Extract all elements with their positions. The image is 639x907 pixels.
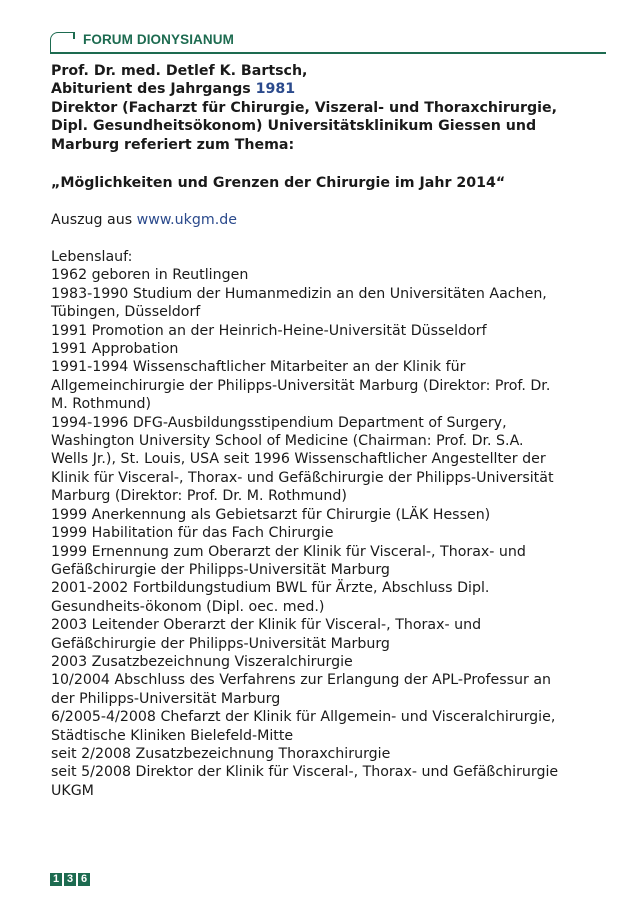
source-prefix: Auszug aus (51, 212, 137, 229)
cv-line: UKGM (51, 782, 94, 799)
cv-line: Tübingen, Düsseldorf (51, 304, 201, 321)
cv-line: 1991 Approbation (51, 341, 179, 358)
cv-line: 2001-2002 Fortbildungstudium BWL für Ärzte, Abschluss Dipl. (51, 580, 490, 597)
cv-line: Städtische Kliniken Bielefeld-Mitte (51, 727, 294, 744)
cv-line: 1962 geboren in Reutlingen (51, 267, 249, 284)
header-tab-tick (73, 32, 75, 39)
cv-heading: Lebenslauf: (51, 249, 133, 266)
role-line: Direktor (Facharzt für Chirurgie, Viszeral- und Thoraxchirurgie, (51, 99, 558, 116)
cv-line: Gefäßchirurgie der Philipps-Universität Marburg (51, 561, 390, 578)
cv-line: 1999 Ernennung zum Oberarzt der Klinik für Visceral-, Thorax- und (51, 543, 526, 560)
cv-line: Gefäßchirurgie der Philipps-Universität Marburg (51, 635, 390, 652)
cv-line: seit 5/2008 Direktor der Klinik für Visceral-, Thorax- und Gefäßchirurgie (51, 764, 559, 781)
header-rule (50, 52, 606, 54)
speaker-name: Prof. Dr. med. Detlef K. Bartsch, (51, 63, 308, 79)
cv-line: 2003 Leitender Oberarzt der Klinik für Visceral-, Thorax- und (51, 617, 482, 634)
cv-line: Gesundheits-ökonom (Dipl. oec. med.) (51, 598, 325, 615)
cv-line: Marburg (Direktor: Prof. Dr. M. Rothmund) (51, 488, 347, 505)
page-header (50, 32, 606, 54)
cv-line: 1991 Promotion an der Heinrich-Heine-Universität Düsseldorf (51, 322, 487, 339)
cv-line: der Philipps-Universität Marburg (51, 690, 281, 707)
cv-line: Allgemeinchirurgie der Philipps-Universität Marburg (Direktor: Prof. Dr. (51, 377, 551, 394)
cv-line: Washington University School of Medicine (Chairman: Prof. Dr. S.A. (51, 433, 524, 450)
cv-line: seit 2/2008 Zusatzbezeichnung Thoraxchirurgie (51, 745, 391, 762)
cv-line: 1999 Habilitation für das Fach Chirurgie (51, 525, 334, 542)
abiturient-line (51, 80, 621, 98)
page-number (50, 873, 90, 886)
abiturient-prefix: Abiturient des Jahrgangs (51, 81, 256, 98)
cv-line: 1991-1994 Wissenschaftlicher Mitarbeiter an der Klinik für (51, 359, 466, 376)
page-digit: 3 (64, 873, 76, 886)
header-tab-decoration (50, 32, 74, 52)
cv-line: 2003 Zusatzbezeichnung Viszeralchirurgie (51, 653, 353, 670)
source-link[interactable]: www.ukgm.de (136, 212, 237, 229)
cv-line: M. Rothmund) (51, 396, 152, 413)
cv-line: 1999 Anerkennung als Gebietsarzt für Chirurgie (LÄK Hessen) (51, 506, 491, 523)
cv-line: 1983-1990 Studium der Humanmedizin an den Universitäten Aachen, (51, 285, 547, 302)
cv-line: 6/2005-4/2008 Chefarzt der Klinik für Allgemein- und Visceralchirurgie, (51, 709, 556, 726)
role-line: Dipl. Gesundheitsökonom) Universitätsklinikum Giessen und (51, 118, 537, 135)
cv-line: 10/2004 Abschluss des Verfahrens zur Erlangung der APL-Professur an (51, 672, 552, 689)
cv-line: Klinik für Visceral-, Thorax- und Gefäßchirurgie der Philipps-Universität (51, 469, 554, 486)
talk-topic: „Möglichkeiten und Grenzen der Chirurgie im Jahr 2014“ (51, 175, 506, 192)
page-content (51, 62, 621, 800)
page-digit: 1 (50, 873, 62, 886)
role-line: Marburg referiert zum Thema: (51, 136, 295, 153)
intro-block (51, 62, 621, 154)
source-line (51, 211, 621, 229)
header-title: FORUM DIONYSIANUM (83, 32, 234, 47)
cv-line: Wells Jr.), St. Louis, USA seit 1996 Wissenschaftlicher Angestellter der (51, 451, 546, 468)
abiturient-year-link[interactable]: 1981 (255, 81, 296, 98)
cv-line: 1994-1996 DFG-Ausbildungsstipendium Department of Surgery, (51, 414, 507, 431)
cv-list (51, 266, 621, 800)
page-digit: 6 (78, 873, 90, 886)
